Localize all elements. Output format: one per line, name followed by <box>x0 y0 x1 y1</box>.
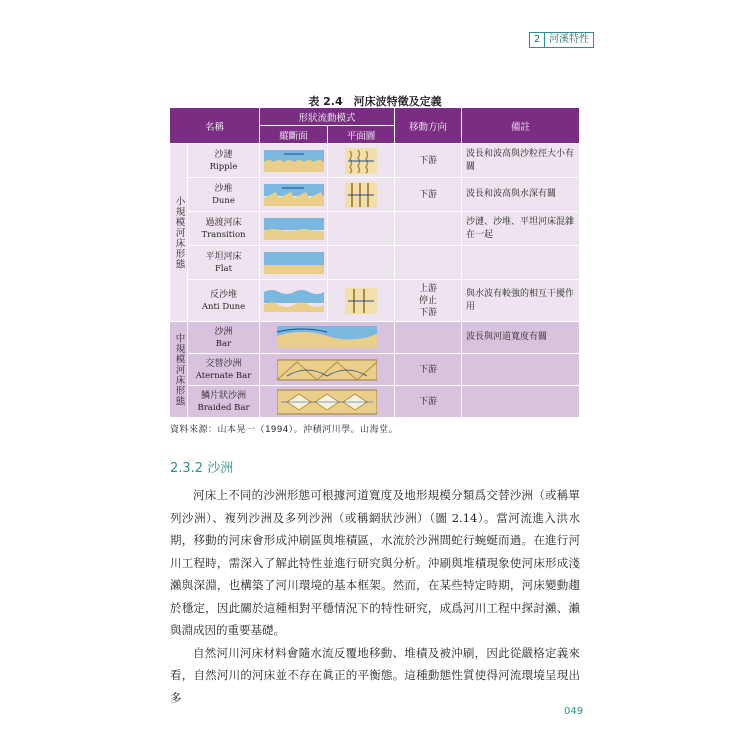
direction-value: 下游 <box>418 307 437 318</box>
bedform-table <box>170 108 580 418</box>
row-name-en: Bar <box>215 338 232 349</box>
table-row <box>188 178 260 212</box>
table-row <box>188 322 260 354</box>
row-name-zh: 沙堆 <box>214 183 233 194</box>
row-direction <box>395 354 462 386</box>
header-mode: 形狀流動模式 <box>260 108 395 126</box>
row-name-zh: 反沙堆 <box>209 289 237 300</box>
chapter-number: 2 <box>530 33 545 47</box>
section-title: 2.3.2 沙洲 <box>170 461 234 476</box>
antidune-profile-diagram <box>260 280 328 322</box>
table-source: 資料來源：山本晃一（1994）。沖積河川學。山海堂。 <box>170 425 399 435</box>
table-row <box>188 144 260 178</box>
row-name-en: Transition <box>201 229 246 240</box>
paragraph: 河床上不同的沙洲形態可根據河道寬度及地形規模分類爲交替沙洲（或稱單列沙洲）、複列沙洲及多列沙洲（或稱網狀沙洲）（圖 2.14）。當河流進入洪水期，移動的河床會形成沖刷區與堆積區，水流於沙洲間蛇行蜿蜒而過。在進行河川工程時，需深入了解此特性並進行研究與分析。沖刷與堆積現象使河床形成淺瀨與深淵，也構築了河川環境的基本框架。然而，在某些特定時期，河床變動趨於穩定，因此關於這種相對平穩情況下的特性研究，成爲河川工程中探討瀨、瀨與淵成因的重要基礎。 <box>170 488 580 637</box>
paragraph: 自然河川河床材料會隨水流反覆地移動、堆積及被沖刷，因此從嚴格定義來看，自然河川的河床並不存在眞正的平衡態。這種動態性質使得河流環境呈現出多 <box>170 645 580 705</box>
empty-cell <box>328 212 395 246</box>
flat-profile-diagram <box>260 246 328 280</box>
row-name-en: Ripple <box>209 161 238 172</box>
table-row <box>188 280 260 322</box>
row-name-en: Aternate Bar <box>195 370 252 381</box>
row-name-zh: 交替沙洲 <box>205 358 242 369</box>
empty-cell <box>395 212 462 246</box>
table-row <box>188 212 260 246</box>
row-name-en: Flat <box>214 263 233 274</box>
empty-cell <box>395 246 462 280</box>
row-name-zh: 沙漣 <box>214 149 233 160</box>
row-note: 波長與河道寬度有關 <box>462 322 580 354</box>
alternate-bar-plan-diagram <box>260 354 395 386</box>
group-medium <box>170 322 188 418</box>
row-name-zh: 平坦河床 <box>205 251 242 262</box>
row-direction <box>395 144 462 178</box>
row-direction <box>395 280 462 322</box>
direction-value: 上游 <box>418 283 437 294</box>
header-name: 名稱 <box>170 108 260 144</box>
row-name-en: Anti Dune <box>201 301 246 312</box>
empty-cell <box>395 322 462 354</box>
row-name-zh: 過渡河床 <box>205 217 242 228</box>
page-number: 049 <box>564 706 584 717</box>
row-name-zh: 沙洲 <box>214 326 233 337</box>
antidune-plan-diagram <box>328 280 395 322</box>
row-note: 波長和波高與水深有關 <box>462 178 580 212</box>
row-note: 與水波有較強的相互干擾作用 <box>462 280 580 322</box>
direction-value: 下游 <box>418 364 437 375</box>
table-row <box>188 354 260 386</box>
dune-profile-diagram <box>260 178 328 212</box>
table-row <box>188 386 260 418</box>
header-longitudinal: 縱斷面 <box>260 126 328 144</box>
direction-value: 停止 <box>418 295 437 306</box>
row-direction <box>395 178 462 212</box>
chapter-title: 河溪特性 <box>549 34 589 45</box>
row-note <box>462 246 580 280</box>
header-plan: 平面圖 <box>328 126 395 144</box>
row-direction <box>395 386 462 418</box>
direction-value: 下游 <box>418 155 437 166</box>
header-remarks: 備註 <box>462 108 580 144</box>
row-name-en: Dune <box>212 195 235 206</box>
table-row <box>188 246 260 280</box>
row-note <box>462 354 580 386</box>
ripple-profile-diagram <box>260 144 328 178</box>
direction-value: 下游 <box>418 396 437 407</box>
table-title: 表 2.4 河床波特徵及定義 <box>308 95 442 108</box>
group-small <box>170 144 188 322</box>
direction-value: 下游 <box>418 189 437 200</box>
group-medium-label: 中規模河床形態 <box>173 332 185 407</box>
braided-bar-plan-diagram <box>260 386 395 418</box>
row-note: 波長和波高與沙粒徑大小有關 <box>462 144 580 178</box>
row-note: 沙漣、沙堆、平坦河床混雜在一起 <box>462 212 580 246</box>
row-name-zh: 鱗片狀沙洲 <box>200 390 246 401</box>
header-direction: 移動方向 <box>395 108 462 144</box>
chapter-tag <box>529 32 594 48</box>
group-small-label: 小規模河床形態 <box>173 195 185 270</box>
bar-profile-diagram <box>260 322 395 354</box>
transition-profile-diagram <box>260 212 328 246</box>
row-name-en: Braided Bar <box>197 402 250 413</box>
body-text <box>170 484 580 709</box>
row-note <box>462 386 580 418</box>
dune-plan-diagram <box>328 178 395 212</box>
empty-cell <box>328 246 395 280</box>
ripple-plan-diagram <box>328 144 395 178</box>
